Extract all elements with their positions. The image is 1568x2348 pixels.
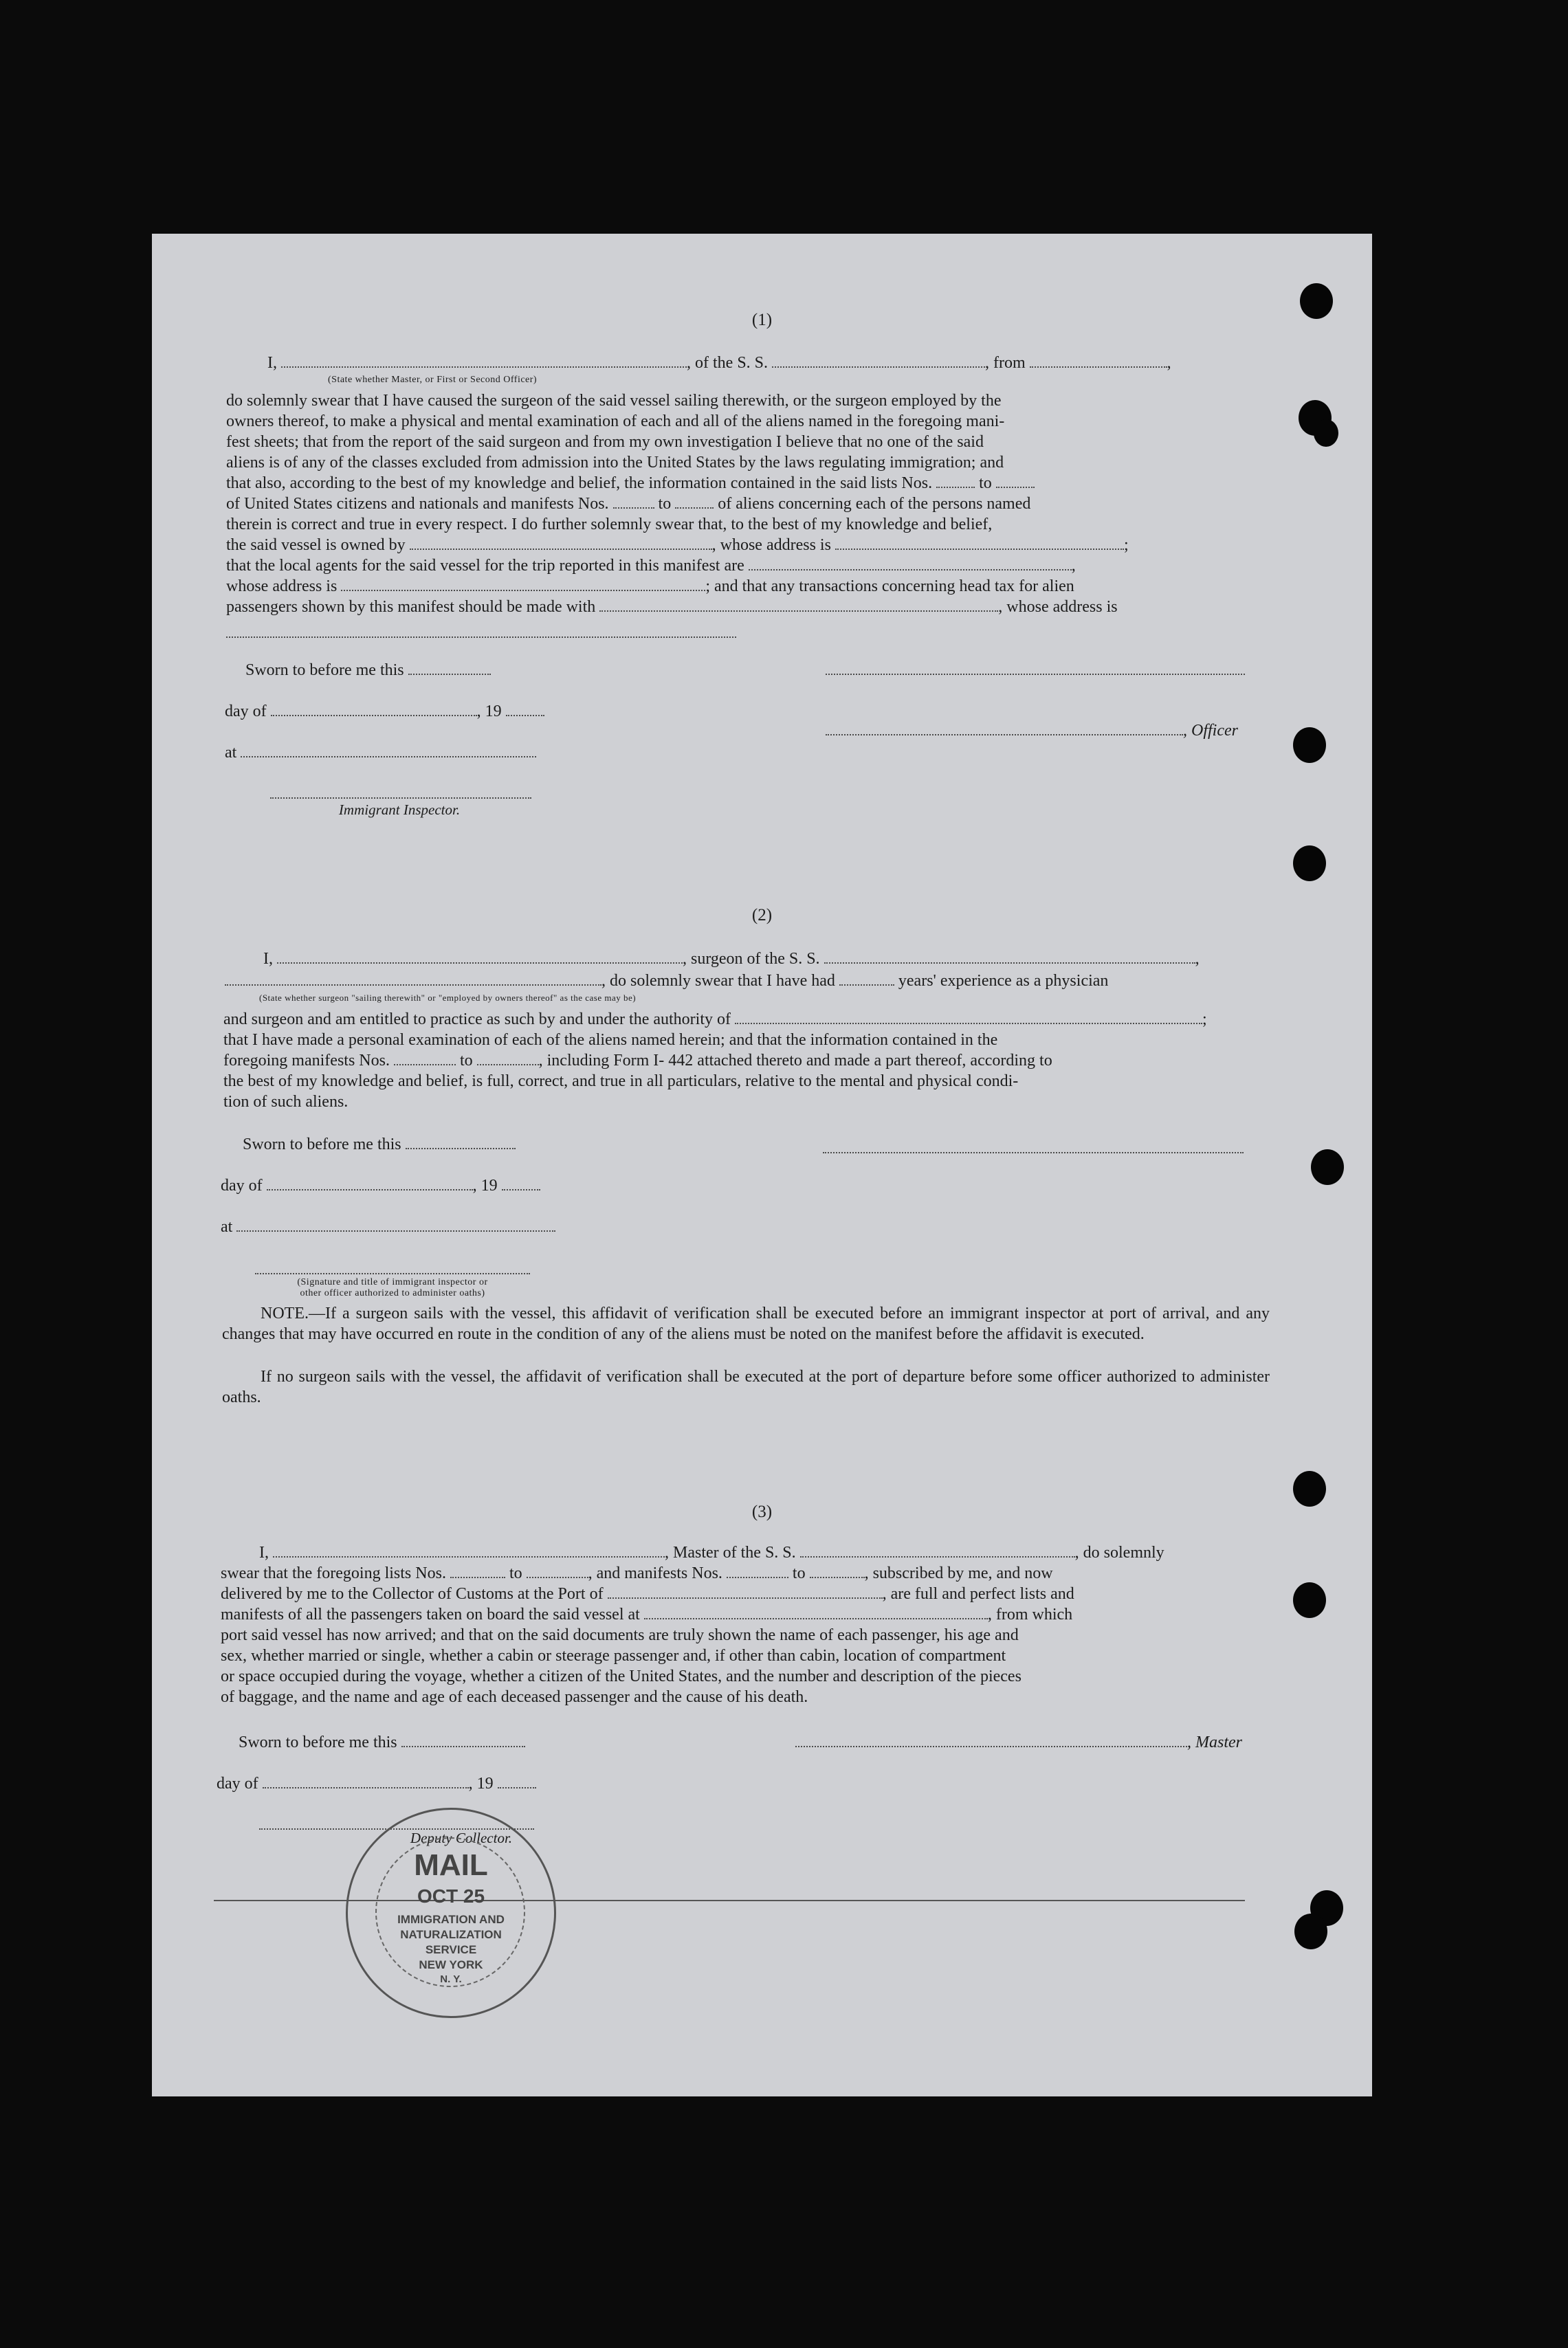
text: , Master	[1187, 1734, 1242, 1751]
text: day of	[221, 1177, 263, 1195]
punch-hole	[1311, 1149, 1344, 1185]
text: ;	[1123, 536, 1129, 554]
manifests-from-field[interactable]	[613, 495, 654, 509]
officer-hint: (State whether Master, or First or Second Officer)	[328, 375, 538, 385]
note-paragraph: NOTE.—If a surgeon sails with the vessel, this affidavit of verification shall be executed before an immigrant inspector at port of arrival, and any changes that may have occurred en route in the condition of any of the aliens must be noted on the manifest before the affidavit is executed.	[222, 1305, 1270, 1343]
month-field[interactable]	[271, 702, 477, 716]
from-port-field[interactable]	[1030, 354, 1167, 368]
text: of United States citizens and nationals and manifests Nos.	[226, 495, 609, 513]
text: delivered by me to the Collector of Customs at the Port of	[221, 1585, 604, 1603]
body-line	[226, 576, 1271, 597]
body-line	[223, 1050, 1270, 1071]
text: , 19	[468, 1775, 494, 1793]
place-field[interactable]	[236, 1218, 555, 1232]
punch-hole	[1293, 845, 1326, 881]
sworn-line	[239, 1732, 525, 1753]
surgeon-manifests-from-field[interactable]	[394, 1052, 456, 1065]
immigration-mail-stamp	[346, 1808, 556, 2018]
text: swear that the foregoing lists Nos.	[221, 1564, 446, 1582]
text: Sworn to before me this	[245, 661, 404, 679]
text: , from which	[987, 1606, 1073, 1624]
body-line	[226, 535, 1271, 555]
body-line	[223, 1009, 1270, 1030]
section-3-line-2	[221, 1563, 1053, 1584]
sworn-day-field[interactable]	[408, 661, 491, 675]
text: and surgeon and am entitled to practice as such by and under the authority of	[223, 1010, 731, 1028]
body-line: tion of such aliens.	[223, 1093, 349, 1111]
manifest-page	[152, 234, 1372, 2096]
section-3-body	[221, 1625, 1270, 1707]
text: ; and that any transactions concerning head tax for alien	[705, 577, 1074, 595]
text: to	[459, 1052, 473, 1070]
text: foregoing manifests Nos.	[223, 1052, 390, 1070]
text: to	[792, 1564, 806, 1582]
section-2-heading: (2)	[751, 906, 773, 924]
agents-address-field[interactable]	[341, 577, 705, 591]
text: , including Form I- 442 attached thereto and made a part thereof, according to	[538, 1052, 1052, 1070]
body-line: fest sheets; that from the report of the said surgeon and from my own investigation I believe that no one of the said	[226, 433, 984, 451]
surgeon-vessel-field[interactable]	[824, 950, 1195, 964]
text: whose address is	[226, 577, 338, 595]
text: , whose address is	[998, 598, 1118, 616]
section-3-line-4	[221, 1604, 1072, 1625]
section-3-heading: (3)	[751, 1503, 773, 1521]
punch-hole	[1293, 1582, 1326, 1618]
body-line	[226, 597, 1271, 617]
text: years' experience as a physician	[898, 972, 1109, 990]
authority-field[interactable]	[735, 1010, 1202, 1024]
month-field[interactable]	[267, 1177, 473, 1190]
body-line: sex, whether married or single, whether a cabin or steerage passenger and, if other than cabin, location of compartment	[221, 1647, 1006, 1665]
stamp-text-line: NATURALIZATION	[400, 1928, 502, 1941]
sworn-line	[245, 660, 491, 680]
surgeon-type-field[interactable]	[225, 972, 601, 986]
signature-hint: other officer authorized to administer oaths)	[300, 1288, 485, 1298]
text: manifests of all the passengers taken on board the said vessel at	[221, 1606, 640, 1624]
text: at	[225, 744, 237, 762]
manifests-from-field[interactable]	[727, 1564, 788, 1578]
section-2-line-2	[225, 971, 1108, 991]
officer-name-field[interactable]	[281, 354, 687, 368]
text: , whose address is	[711, 536, 831, 554]
section-3-line-1	[259, 1542, 1164, 1563]
sworn-day-field[interactable]	[401, 1734, 525, 1747]
text: I,	[263, 950, 273, 968]
body-line: or space occupied during the voyage, whether a citizen of the United States, and the number and description of the pieces	[221, 1668, 1022, 1685]
section-3-line-3	[221, 1584, 1074, 1604]
text: the said vessel is owned by	[226, 536, 406, 554]
text: , are full and perfect lists and	[882, 1585, 1074, 1603]
sworn-line	[243, 1134, 516, 1155]
section-2-body	[223, 1009, 1270, 1112]
officer-line	[826, 720, 1238, 741]
stamp-text-line: N. Y.	[440, 1973, 462, 1985]
sworn-day-field[interactable]	[406, 1136, 516, 1149]
text: , surgeon of the S. S.	[683, 950, 820, 968]
text: , and manifests Nos.	[588, 1564, 722, 1582]
text: ,	[1071, 557, 1076, 575]
text: , 19	[472, 1177, 498, 1195]
head-tax-party-field[interactable]	[599, 598, 998, 612]
body-line: of baggage, and the name and age of each deceased passenger and the cause of his death.	[221, 1688, 808, 1706]
place-field[interactable]	[241, 744, 536, 757]
day-of-line	[221, 1175, 540, 1196]
text: , subscribed by me, and now	[864, 1564, 1053, 1582]
text: , do solemnly swear that I have had	[601, 972, 835, 990]
embarkation-port-field[interactable]	[644, 1606, 988, 1619]
body-line: do solemnly swear that I have caused the surgeon of the said vessel sailing therewith, or the surgeon employed by the	[226, 392, 1002, 410]
text: , Officer	[1183, 722, 1238, 740]
note-paragraph: If no surgeon sails with the vessel, the affidavit of verification shall be executed at the port of departure before some officer authorized to administer oaths.	[222, 1368, 1270, 1406]
text: day of	[217, 1775, 258, 1793]
text: to	[658, 495, 672, 513]
body-line	[226, 555, 1271, 576]
section-1-line-1	[267, 353, 1171, 373]
port-field[interactable]	[608, 1585, 883, 1599]
owner-address-field[interactable]	[835, 536, 1124, 550]
section-2-line-1	[263, 949, 1200, 969]
body-line	[226, 494, 1271, 514]
body-line: owners thereof, to make a physical and mental examination of each and all of the aliens named in the foregoing mani-	[226, 412, 1005, 430]
text: that the local agents for the said vessel for the trip reported in this manifest are	[226, 557, 744, 575]
punch-hole	[1294, 1914, 1327, 1949]
day-of-line	[225, 701, 544, 722]
year-field[interactable]	[502, 1177, 540, 1190]
master-name-field[interactable]	[273, 1544, 665, 1558]
master-signature-field[interactable]	[795, 1734, 1187, 1747]
master-line	[795, 1732, 1242, 1753]
text: Sworn to before me this	[243, 1136, 401, 1153]
surgeon-hint: (State whether surgeon "sailing therewith" or "employed by owners thereof" as the case may be)	[259, 993, 637, 1003]
immigrant-inspector-caption: Immigrant Inspector.	[338, 801, 461, 818]
text: , do solemnly	[1074, 1544, 1164, 1562]
vessel-name-field[interactable]	[772, 354, 985, 368]
local-agents-field[interactable]	[749, 557, 1072, 571]
year-field[interactable]	[498, 1775, 536, 1788]
section-1-heading: (1)	[751, 311, 773, 329]
lists-from-field[interactable]	[936, 474, 975, 488]
body-line: that I have made a personal examination of each of the aliens named herein; and that the information contained in the	[223, 1031, 998, 1049]
text: ,	[1195, 950, 1200, 968]
body-line	[226, 473, 1271, 494]
officer-signature-line-top[interactable]	[826, 674, 1245, 675]
owner-field[interactable]	[410, 536, 712, 550]
lists-to-field[interactable]	[527, 1564, 588, 1578]
text: Sworn to before me this	[239, 1734, 397, 1751]
body-line: port said vessel has now arrived; and that on the said documents are truly shown the name of each passenger, his age and	[221, 1626, 1019, 1644]
manifests-to-field[interactable]	[810, 1564, 865, 1578]
text: at	[221, 1218, 233, 1236]
text: that also, according to the best of my knowledge and belief, the information contained in the said lists Nos.	[226, 474, 933, 492]
stamp-date-text: OCT 25	[417, 1885, 485, 1907]
surgeon-manifests-to-field[interactable]	[477, 1052, 539, 1065]
surgeon-name-field[interactable]	[277, 950, 683, 964]
text: to	[509, 1564, 522, 1582]
at-line	[225, 742, 536, 763]
surgeon-signature-line[interactable]	[823, 1152, 1244, 1153]
punch-hole	[1314, 419, 1338, 447]
body-line: therein is correct and true in every respect. I do further solemnly swear that, to the best of my knowledge and belief,	[226, 516, 993, 533]
text: I,	[259, 1544, 269, 1562]
deputy-collector-caption: Deputy Collector.	[410, 1830, 513, 1846]
text: to	[979, 474, 992, 492]
inspector-signature-line[interactable]	[255, 1273, 530, 1274]
text: , 19	[476, 702, 502, 720]
officer-signature-field[interactable]	[826, 722, 1183, 735]
body-line: aliens is of any of the classes excluded from admission into the United States by the laws regulating immigration; and	[226, 454, 1004, 472]
text: , from	[985, 354, 1026, 372]
lists-from-field[interactable]	[450, 1564, 505, 1578]
text: I,	[267, 354, 277, 372]
signature-hint: (Signature and title of immigrant inspector or	[297, 1277, 488, 1287]
stamp-text-line: NEW YORK	[419, 1958, 483, 1971]
section-1-body	[226, 390, 1271, 617]
text: ;	[1202, 1010, 1207, 1028]
day-of-line	[217, 1773, 536, 1794]
punch-hole	[1293, 1471, 1326, 1507]
text: day of	[225, 702, 267, 720]
inspector-signature-line[interactable]	[270, 797, 531, 799]
stamp-text-line: IMMIGRATION AND	[397, 1913, 505, 1926]
text: passengers shown by this manifest should be made with	[226, 598, 596, 616]
text: of aliens concerning each of the persons named	[718, 495, 1031, 513]
experience-years-field[interactable]	[839, 972, 894, 986]
lists-to-field[interactable]	[996, 474, 1035, 488]
at-line	[221, 1217, 555, 1237]
year-field[interactable]	[506, 702, 544, 716]
text: ,	[1167, 354, 1171, 372]
punch-hole	[1293, 727, 1326, 763]
text: , of the S. S.	[687, 354, 769, 372]
master-vessel-field[interactable]	[800, 1544, 1075, 1558]
month-field[interactable]	[263, 1775, 469, 1788]
stamp-text-line: SERVICE	[425, 1943, 477, 1956]
manifests-to-field[interactable]	[675, 495, 714, 509]
stamp-mail-text: MAIL	[414, 1848, 488, 1882]
address-continuation-line[interactable]	[226, 636, 736, 638]
text: , Master of the S. S.	[665, 1544, 796, 1562]
body-line: the best of my knowledge and belief, is full, correct, and true in all particulars, relative to the mental and physical condi-	[223, 1072, 1019, 1090]
